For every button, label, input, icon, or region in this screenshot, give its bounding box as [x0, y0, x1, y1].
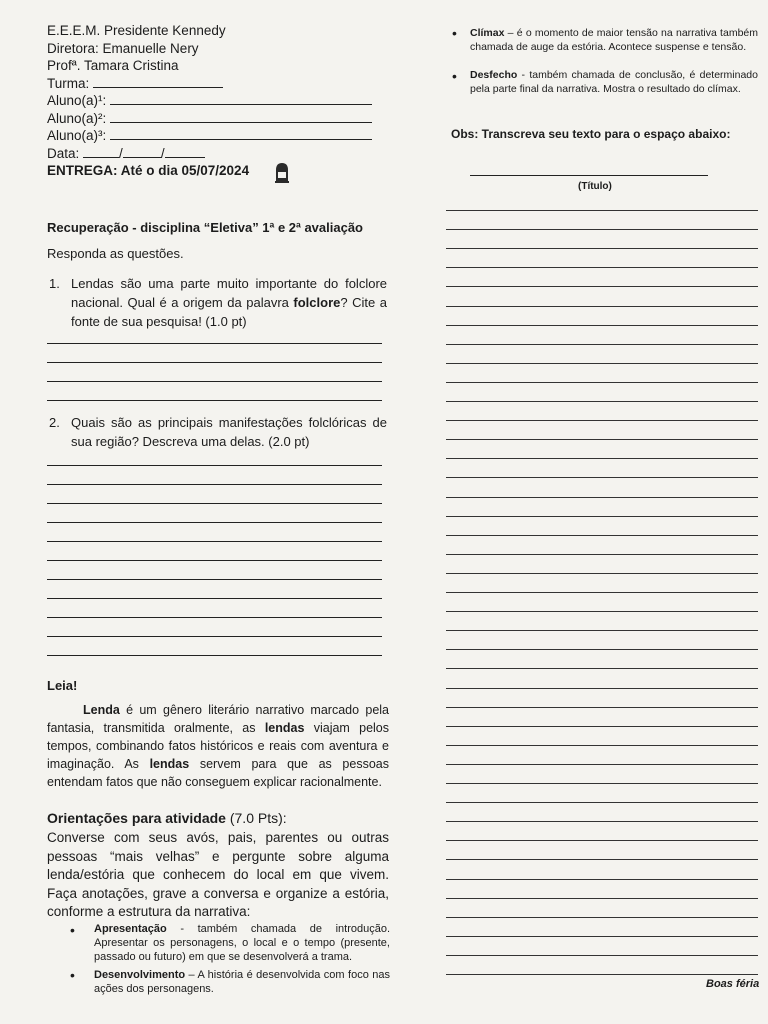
student3-blank[interactable] — [110, 127, 372, 140]
transcription-line[interactable] — [446, 248, 758, 249]
answer-line[interactable] — [47, 503, 382, 504]
school-logo-icon — [273, 160, 291, 184]
transcription-line[interactable] — [446, 535, 758, 536]
bullet-outcome — [470, 68, 758, 96]
activity-heading-text: Orientações para atividade — [47, 810, 226, 826]
transcription-line[interactable] — [446, 955, 758, 956]
transcription-line[interactable] — [446, 401, 758, 402]
bullet-development — [94, 968, 390, 996]
activity-text: Converse com seus avós, pais, parentes ou outras pessoas “mais velhas” e pergunte sobre alguma lenda/estória que conhecem do local em que vivem. Faça anotações, grave a conversa e organize a estória, conforme a estrutura da narrativa: — [47, 830, 389, 919]
transcription-line[interactable] — [446, 611, 758, 612]
answer-line[interactable] — [47, 400, 382, 401]
title-line[interactable] — [470, 175, 708, 176]
transcription-line[interactable] — [446, 764, 758, 765]
answer-line[interactable] — [47, 541, 382, 542]
activity-points: (7.0 Pts): — [225, 810, 287, 826]
answer-line[interactable] — [47, 465, 382, 466]
transcription-line[interactable] — [446, 688, 758, 689]
transcription-line[interactable] — [446, 363, 758, 364]
instruction: Responda as questões. — [47, 246, 184, 261]
bullet-presentation — [94, 922, 390, 964]
question-2-number: 2. — [49, 415, 60, 430]
transcription-line[interactable] — [446, 917, 758, 918]
bullet-outcome-text: - também chamada de conclusão, é determinado pela parte final da narrativa. Mostra o resultado do clímax. — [470, 69, 758, 95]
school-header — [47, 22, 392, 180]
transcription-line[interactable] — [446, 458, 758, 459]
bullet-icon: • — [70, 967, 75, 983]
transcription-line[interactable] — [446, 649, 758, 650]
student1-blank[interactable] — [110, 92, 372, 105]
answer-line[interactable] — [47, 617, 382, 618]
transcription-line[interactable] — [446, 802, 758, 803]
bullet-development-text: – A história é desenvolvida com foco nas ações dos personagens. — [94, 969, 390, 995]
bullet-icon: • — [70, 922, 75, 938]
closing-note: Boas féria — [706, 978, 760, 990]
delivery-date: ENTREGA: Até o dia 05/07/2024 — [47, 163, 250, 178]
transcription-line[interactable] — [446, 344, 758, 345]
transcription-line[interactable] — [446, 898, 758, 899]
student3-field[interactable] — [47, 127, 392, 145]
obs-note: Obs: Transcreva seu texto para o espaço abaixo: — [451, 127, 731, 141]
transcription-line[interactable] — [446, 726, 758, 727]
transcription-line[interactable] — [446, 592, 758, 593]
transcription-line[interactable] — [446, 936, 758, 937]
legend-bold-1: Lenda — [83, 703, 120, 717]
answer-line[interactable] — [47, 484, 382, 485]
transcription-line[interactable] — [446, 267, 758, 268]
bullet-development-term: Desenvolvimento — [94, 969, 186, 981]
transcription-line[interactable] — [446, 306, 758, 307]
question-1-text-b: ? Cite a fonte de sua pesquisa! (1.0 pt) — [71, 295, 387, 329]
answer-line[interactable] — [47, 636, 382, 637]
bullet-icon: • — [452, 25, 457, 41]
bullet-outcome-term: Desfecho — [470, 69, 518, 81]
question-1-text-bold: folclore — [293, 295, 341, 310]
transcription-line[interactable] — [446, 286, 758, 287]
question-1-text-a: Lendas são uma parte muito importante do folclore nacional. Qual é a origem da palavra — [71, 276, 387, 310]
transcription-line[interactable] — [446, 879, 758, 880]
legend-paragraph — [47, 701, 389, 791]
class-label: Turma: — [47, 75, 90, 91]
date-year-blank[interactable] — [165, 145, 205, 158]
student1-label: Aluno(a)¹: — [47, 93, 107, 108]
transcription-line[interactable] — [446, 554, 758, 555]
bullet-climax-text: – é o momento de maior tensão na narrativa também chamada de auge da estória. Acontece suspense e tensão. — [470, 27, 758, 53]
answer-line[interactable] — [47, 560, 382, 561]
director-name: Diretora: Emanuelle Nery — [47, 40, 199, 56]
bullet-climax-term: Clímax — [470, 27, 505, 39]
question-1 — [47, 274, 387, 331]
class-field[interactable] — [47, 75, 392, 93]
transcription-line[interactable] — [446, 974, 758, 975]
answer-line[interactable] — [47, 343, 382, 344]
transcription-line[interactable] — [446, 573, 758, 574]
student3-label: Aluno(a)³: — [47, 128, 107, 143]
transcription-line[interactable] — [446, 382, 758, 383]
bullet-presentation-text: - também chamada de introdução. Apresentar os personagens, o local e o tempo (presente, passado ou futuro) em que se desenvolverá a trama. — [94, 923, 390, 963]
transcription-line[interactable] — [446, 229, 758, 230]
transcription-line[interactable] — [446, 516, 758, 517]
answer-line[interactable] — [47, 598, 382, 599]
answer-line[interactable] — [47, 362, 382, 363]
class-blank[interactable] — [93, 75, 223, 88]
transcription-line[interactable] — [446, 477, 758, 478]
date-month-blank[interactable] — [123, 145, 161, 158]
student1-field[interactable] — [47, 92, 392, 110]
question-1-number: 1. — [49, 276, 60, 291]
bullet-icon: • — [452, 68, 457, 84]
transcription-line[interactable] — [446, 668, 758, 669]
answer-line[interactable] — [47, 381, 382, 382]
title-label: (Título) — [578, 181, 612, 192]
transcription-line[interactable] — [446, 420, 758, 421]
transcription-line[interactable] — [446, 859, 758, 860]
transcription-line[interactable] — [446, 210, 758, 211]
student2-blank[interactable] — [110, 110, 372, 123]
read-heading: Leia! — [47, 678, 78, 693]
student2-field[interactable] — [47, 110, 392, 128]
transcription-line[interactable] — [446, 745, 758, 746]
transcription-line[interactable] — [446, 439, 758, 440]
transcription-line[interactable] — [446, 840, 758, 841]
transcription-line[interactable] — [446, 630, 758, 631]
date-day-blank[interactable] — [83, 145, 119, 158]
date-sep-1: / — [119, 145, 123, 161]
question-2 — [47, 413, 387, 451]
transcription-line[interactable] — [446, 497, 758, 498]
date-field[interactable] — [47, 145, 392, 163]
date-sep-2: / — [160, 145, 165, 161]
legend-text-b: viajam pelos tempos, combinando fatos históricos e reais com aventura e imaginação. As — [47, 721, 390, 771]
transcription-line[interactable] — [446, 821, 758, 822]
student2-label: Aluno(a)²: — [47, 110, 107, 126]
transcription-line[interactable] — [446, 783, 758, 784]
teacher-name: Profª. Tamara Cristina — [47, 58, 179, 73]
answer-line[interactable] — [47, 655, 382, 656]
legend-bold-3: lendas — [149, 757, 190, 771]
legend-bold-2: lendas — [264, 721, 305, 735]
school-name: E.E.E.M. Presidente Kennedy — [47, 23, 226, 38]
date-label: Data: — [47, 145, 80, 161]
transcription-line[interactable] — [446, 707, 758, 708]
legend-text-a: é um gênero literário narrativo marcado pela fantasia, transmitida oralmente, as — [47, 703, 389, 735]
activity-heading — [47, 810, 287, 826]
question-2-text: Quais são as principais manifestações folclóricas de sua região? Descreva uma delas. (2.0 pt) — [71, 415, 387, 449]
transcription-line[interactable] — [446, 325, 758, 326]
bullet-presentation-term: Apresentação — [94, 923, 167, 935]
legend-text-c: servem para que as pessoas entendam fatos que não conseguem explicar racionalmente. — [47, 757, 389, 789]
answer-line[interactable] — [47, 522, 382, 523]
answer-line[interactable] — [47, 579, 382, 580]
bullet-climax — [470, 26, 758, 54]
page-title: Recuperação - disciplina “Eletiva” 1ª e 2ª avaliação — [47, 220, 363, 235]
